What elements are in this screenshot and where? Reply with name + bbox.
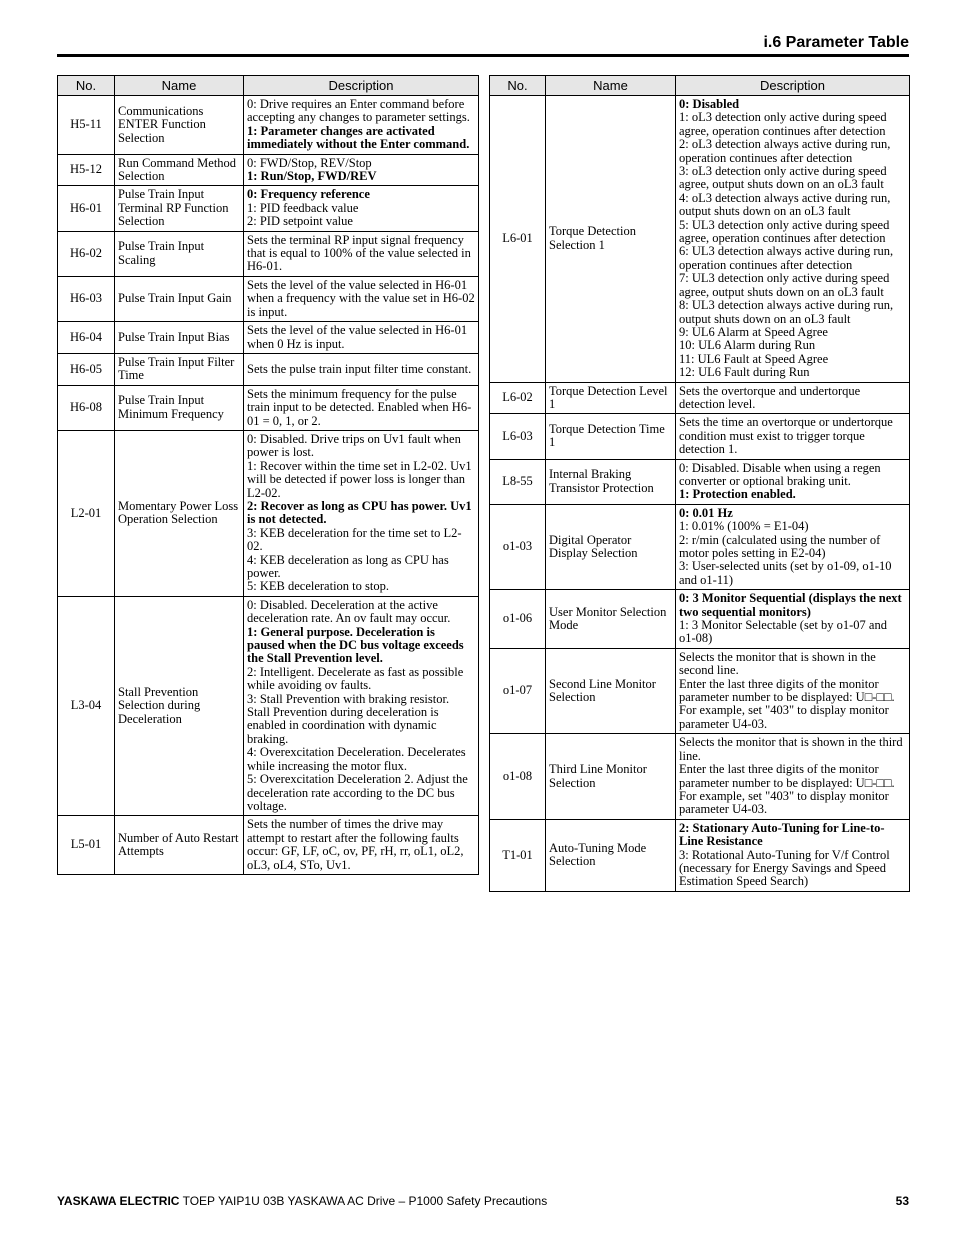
param-number: L5-01 (58, 816, 115, 875)
description-line: 1: 3 Monitor Selectable (set by o1-07 and o1-08) (679, 618, 887, 646)
description-line: 2: PID setpoint value (247, 214, 353, 229)
param-name: Pulse Train Input Gain (115, 276, 244, 321)
table-row (490, 819, 910, 891)
param-description (676, 504, 910, 589)
section-title: i.6 Parameter Table (763, 34, 909, 51)
description-line: 0: Disabled (679, 97, 740, 111)
table-row (490, 590, 910, 649)
param-description (676, 96, 910, 383)
param-name: Third Line Monitor Selection (546, 734, 676, 819)
table-row (58, 276, 479, 321)
table-row (58, 186, 479, 231)
description-line: 4: Overexcitation Deceleration. Decelerates while increasing the motor flux. (247, 745, 466, 773)
description-line: 4: KEB deceleration as long as CPU has power. (247, 552, 449, 580)
table-body-left (58, 96, 479, 875)
param-number: L2-01 (58, 430, 115, 596)
description-line: 10: UL6 Alarm during Run (679, 338, 816, 353)
description-line: Sets the terminal RP input signal frequency that is equal to 100% of the value selected in H6-01. (247, 232, 471, 274)
param-description (244, 322, 479, 354)
param-number: o1-03 (490, 504, 546, 589)
param-description (244, 430, 479, 596)
footer-doc-title: TOEP YAIP1U 03B YASKAWA AC Drive – P1000 Safety Precautions (179, 1194, 548, 1208)
description-line: 5: UL3 detection only active during speed agree, operation continues after detection (679, 217, 890, 246)
param-number: o1-06 (490, 590, 546, 649)
description-line: 9: UL6 Alarm at Speed Agree (679, 324, 828, 339)
table-row (58, 231, 479, 276)
description-line: Sets the number of times the drive may attempt to restart after the following faults occur: GF, LF, oC, ov, PF, rH, rr, oL1, oL2, oL3, oL4, STo, Uv1. (247, 817, 464, 872)
description-line: 3: Stall Prevention with braking resistor. Stall Prevention during deceleration is enabled in coordination with dynamic braking. (247, 691, 450, 746)
table-row (490, 459, 910, 504)
description-line: 3: Rotational Auto-Tuning for V/f Control (necessary for Energy Savings and Speed Estimation Speed Search) (679, 847, 890, 889)
description-line: 2: oL3 detection always active during run, operation continues after detection (679, 137, 891, 165)
table-row (490, 504, 910, 589)
param-name: Run Command Method Selection (115, 154, 244, 186)
column-header-description: Description (676, 76, 910, 96)
param-number: H6-08 (58, 385, 115, 430)
param-number: L6-03 (490, 414, 546, 459)
param-description (676, 648, 910, 733)
param-description (676, 382, 910, 414)
param-name: Momentary Power Loss Operation Selection (115, 430, 244, 596)
description-line: 3: oL3 detection only active during speed agree, output shuts down on an oL3 fault (679, 164, 887, 192)
table-row (58, 96, 479, 155)
table-row (58, 430, 479, 596)
parameter-table-right (489, 75, 910, 892)
table-row (490, 734, 910, 819)
description-line: 2: r/min (calculated using the number of motor poles setting in E2-04) (679, 532, 881, 560)
param-number: L6-01 (490, 96, 546, 383)
description-line: 0: Frequency reference (247, 187, 370, 202)
description-line: 0: Disabled. Disable when using a regen converter or optional braking unit. (679, 460, 881, 488)
param-number: H6-04 (58, 322, 115, 354)
param-name: Torque Detection Selection 1 (546, 96, 676, 383)
param-description (244, 276, 479, 321)
table-row (58, 816, 479, 875)
param-description (676, 459, 910, 504)
param-description (244, 596, 479, 816)
description-line: 4: oL3 detection always active during run, output shuts down on an oL3 fault (679, 190, 891, 219)
column-header-no: No. (490, 76, 546, 96)
param-description (244, 231, 479, 276)
param-name: Pulse Train Input Terminal RP Function Selection (115, 186, 244, 231)
param-number: H6-01 (58, 186, 115, 231)
table-row (58, 353, 479, 385)
description-line: Sets the minimum frequency for the pulse train input to be detected. Enabled when H6-01 = 0, 1, or 2. (247, 386, 472, 428)
param-name: Number of Auto Restart Attempts (115, 816, 244, 875)
description-line: 0: 3 Monitor Sequential (displays the next two sequential monitors) (679, 591, 902, 619)
description-line: 2: Stationary Auto-Tuning for Line-to-Line Resistance (679, 820, 885, 849)
column-header-description: Description (244, 76, 479, 96)
description-line: 1: Protection enabled. (679, 487, 796, 502)
param-name: Torque Detection Time 1 (546, 414, 676, 459)
description-line: Enter the last three digits of the monitor parameter number to be displayed: U□-□□. For example, set "403" to display monitor parameter U4-03. (679, 676, 895, 731)
table-row (490, 414, 910, 459)
description-line: 12: UL6 Fault during Run (679, 365, 810, 380)
table-row (490, 382, 910, 414)
param-description (676, 414, 910, 459)
param-number: H5-11 (58, 96, 115, 155)
param-number: L6-02 (490, 382, 546, 414)
param-name: Digital Operator Display Selection (546, 504, 676, 589)
table-header-row (58, 76, 479, 96)
table-row (58, 154, 479, 186)
page-number: 53 (895, 1194, 909, 1208)
description-line: 0: Disabled. Deceleration at the active deceleration rate. An ov fault may occur. (247, 597, 451, 626)
description-line: 1: 0.01% (100% = E1-04) (679, 519, 809, 534)
param-name: Stall Prevention Selection during Deceleration (115, 596, 244, 816)
param-description (244, 154, 479, 186)
description-line: 0: 0.01 Hz (679, 505, 733, 520)
param-description (244, 96, 479, 155)
footer-document-info (57, 1194, 547, 1208)
description-line: 11: UL6 Fault at Speed Agree (679, 351, 829, 366)
description-line: 1: oL3 detection only active during speed agree, operation continues after detection (679, 110, 887, 138)
description-line: Sets the time an overtorque or undertorque condition must exist to trigger torque detection 1. (679, 415, 893, 457)
description-line: 0: Drive requires an Enter command before accepting any changes to parameter settings. (247, 97, 470, 125)
param-number: T1-01 (490, 819, 546, 891)
description-line: Selects the monitor that is shown in the third line. (679, 735, 903, 763)
param-description (244, 816, 479, 875)
table-body-right (490, 96, 910, 892)
param-name: Pulse Train Input Bias (115, 322, 244, 354)
param-number: o1-08 (490, 734, 546, 819)
description-line: 3: KEB deceleration for the time set to L2-02. (247, 525, 462, 554)
description-line: 8: UL3 detection always active during run, output shuts down on an oL3 fault (679, 298, 894, 326)
param-name: Torque Detection Level 1 (546, 382, 676, 414)
description-line: 0: Disabled. Drive trips on Uv1 fault when power is lost. (247, 431, 461, 460)
header-rule (57, 54, 909, 57)
param-name: Pulse Train Input Minimum Frequency (115, 385, 244, 430)
column-header-no: No. (58, 76, 115, 96)
param-number: H6-02 (58, 231, 115, 276)
param-number: H5-12 (58, 154, 115, 186)
param-name: User Monitor Selection Mode (546, 590, 676, 649)
table-row (58, 596, 479, 816)
param-description (676, 819, 910, 891)
description-line: 5: KEB deceleration to stop. (247, 579, 389, 594)
description-line: 6: UL3 detection always active during run, operation continues after detection (679, 244, 894, 272)
param-name: Pulse Train Input Filter Time (115, 353, 244, 385)
param-name: Communications ENTER Function Selection (115, 96, 244, 155)
column-header-name: Name (546, 76, 676, 96)
table-row (58, 385, 479, 430)
description-line: 7: UL3 detection only active during speed agree, output shuts down on an oL3 fault (679, 271, 890, 299)
param-description (244, 353, 479, 385)
param-number: H6-03 (58, 276, 115, 321)
description-line: 1: PID feedback value (247, 200, 359, 215)
parameter-table-left (57, 75, 479, 875)
table-row (490, 96, 910, 383)
param-description (676, 734, 910, 819)
description-line: 1: General purpose. Deceleration is paused when the DC bus voltage exceeds the Stall Prevention level. (247, 624, 464, 666)
description-line: 1: Recover within the time set in L2-02. Uv1 will be detected if power loss is longer than L2-02. (247, 458, 472, 500)
param-name: Auto-Tuning Mode Selection (546, 819, 676, 891)
description-line: 0: FWD/Stop, REV/Stop (247, 155, 372, 170)
description-line: 2: Intelligent. Decelerate as fast as possible while avoiding ov faults. (247, 664, 464, 693)
description-line: Sets the overtorque and undertorque detection level. (679, 383, 861, 411)
table-header-row (490, 76, 910, 96)
param-name: Second Line Monitor Selection (546, 648, 676, 733)
param-name: Pulse Train Input Scaling (115, 231, 244, 276)
param-name: Internal Braking Transistor Protection (546, 459, 676, 504)
description-line: 3: User-selected units (set by o1-09, o1-10 and o1-11) (679, 559, 892, 587)
table-row (490, 648, 910, 733)
param-number: L3-04 (58, 596, 115, 816)
param-number: L8-55 (490, 459, 546, 504)
description-line: Enter the last three digits of the monitor parameter number to be displayed: U□-□□. For example, set "403" to display monitor parameter U4-03. (679, 762, 895, 817)
footer-brand: YASKAWA ELECTRIC (57, 1194, 180, 1208)
description-line: 1: Parameter changes are activated immediately without the Enter command. (247, 123, 470, 152)
description-line: 5: Overexcitation Deceleration 2. Adjust the deceleration rate according to the DC bus voltage. (247, 772, 468, 813)
description-line: Sets the level of the value selected in H6-01 when a frequency with the value set in H6-02 is input. (247, 277, 475, 319)
param-number: o1-07 (490, 648, 546, 733)
column-header-name: Name (115, 76, 244, 96)
description-line: Selects the monitor that is shown in the second line. (679, 649, 876, 678)
description-line: 1: Run/Stop, FWD/REV (247, 169, 377, 184)
param-description (676, 590, 910, 649)
description-line: 2: Recover as long as CPU has power. Uv1 is not detected. (247, 498, 472, 527)
param-number: H6-05 (58, 353, 115, 385)
description-line: Sets the level of the value selected in H6-01 when 0 Hz is input. (247, 323, 468, 351)
param-description (244, 186, 479, 231)
table-row (58, 322, 479, 354)
param-description (244, 385, 479, 430)
description-line: Sets the pulse train input filter time constant. (247, 361, 472, 376)
